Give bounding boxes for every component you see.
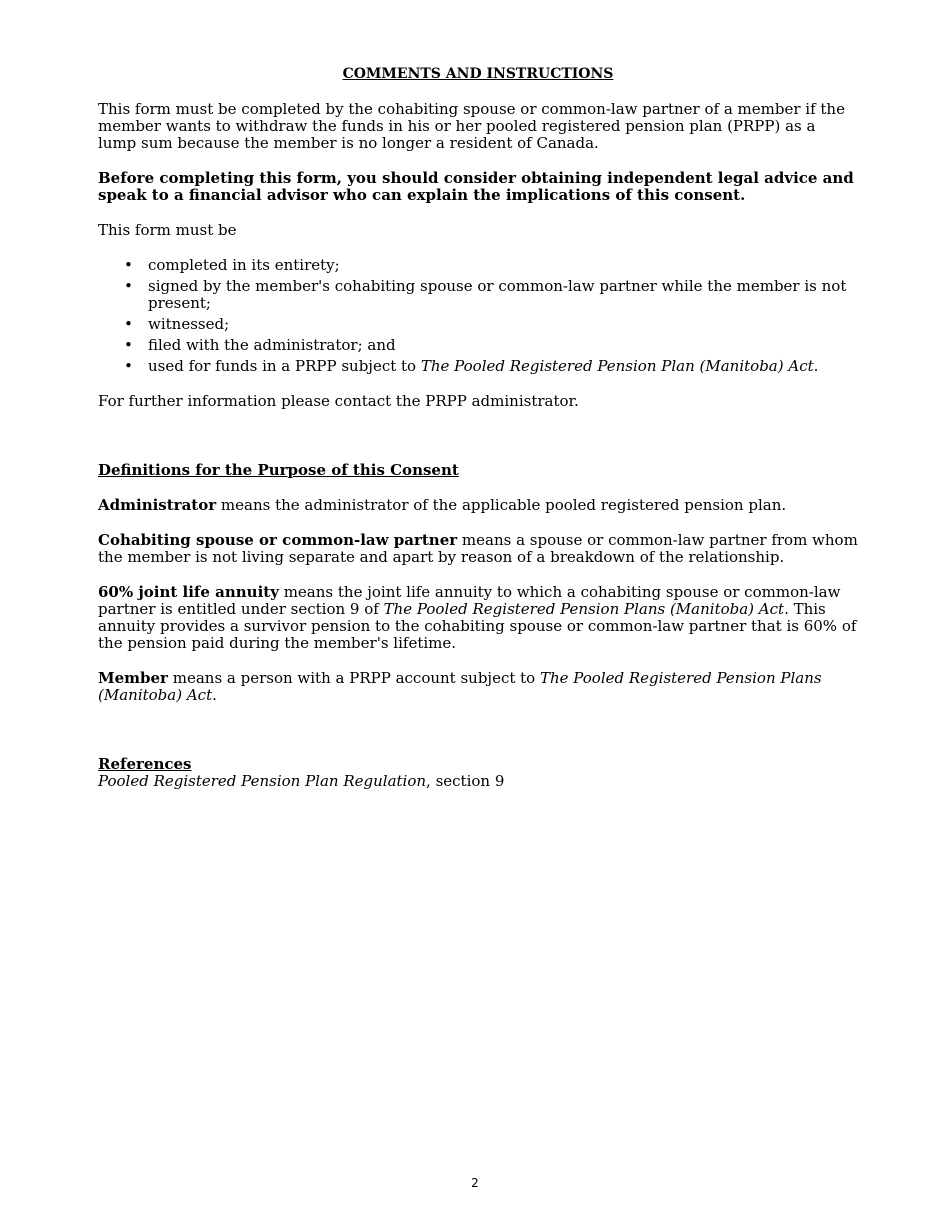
definition-administrator xyxy=(98,497,858,514)
definitions-heading: Definitions for the Purpose of this Consent xyxy=(98,461,459,479)
regulation-title: Pooled Registered Pension Plan Regulation xyxy=(98,772,427,790)
definition-term: Administrator xyxy=(98,496,217,514)
requirements-list xyxy=(98,257,858,375)
definition-term: Member xyxy=(98,669,168,687)
page-number: 2 xyxy=(471,1176,479,1190)
references-heading: References xyxy=(98,755,192,773)
must-be-intro: This form must be xyxy=(98,221,237,239)
further-info: For further information please contact the PRPP administrator. xyxy=(98,392,579,410)
page-title: COMMENTS AND INSTRUCTIONS xyxy=(342,66,614,82)
list-item-suffix: . xyxy=(813,357,819,375)
definition-text: means the administrator of the applicable pooled registered pension plan. xyxy=(216,496,787,514)
definition-text: means a person with a PRPP account subject to xyxy=(167,669,540,687)
list-item: • filed with the administrator; and xyxy=(98,337,858,354)
definition-text: . xyxy=(212,686,217,704)
definition-member xyxy=(98,670,858,704)
act-title: The Pooled Registered Pension Plans (Manitoba) Act xyxy=(383,600,785,618)
legal-advice-warning: Before completing this form, you should consider obtaining independent legal advice and speak to a financial advisor who can explain the implications of this consent. xyxy=(98,169,854,204)
definition-text: means the joint life annuity to which a cohabiting spouse or common-law partner is entitled under section 9 of xyxy=(98,583,841,618)
definition-cohabiting xyxy=(98,532,858,566)
act-title: The Pooled Registered Pension Plan (Manitoba) Act xyxy=(420,357,814,375)
definition-term: Cohabiting spouse or common-law partner xyxy=(98,531,458,549)
reference-item xyxy=(98,773,858,790)
definition-annuity xyxy=(98,584,858,652)
list-item: • signed by the member's cohabiting spouse or common-law partner while the member is not present; xyxy=(98,278,858,312)
definition-text: means a spouse or common-law partner from whom the member is not living separate and apart by reason of a breakdown of the relationship. xyxy=(98,531,858,566)
intro-paragraph: This form must be completed by the cohabiting spouse or common-law partner of a member if the member wants to withdraw the funds in his or her pooled registered pension plan (PRPP) as a lump sum because the member is no longer a resident of Canada. xyxy=(98,100,845,152)
act-title: The Pooled Registered Pension Plans (Manitoba) Act xyxy=(98,669,822,704)
reference-section: , section 9 xyxy=(426,772,505,790)
list-item xyxy=(98,358,858,375)
document-page xyxy=(98,66,858,790)
definition-text: . This annuity provides a survivor pension to the cohabiting spouse or common-law partner that is 60% of the pension paid during the member's lifetime. xyxy=(98,600,857,652)
definition-term: 60% joint life annuity xyxy=(98,583,279,601)
list-item: • witnessed; xyxy=(98,316,858,333)
list-item: • completed in its entirety; xyxy=(98,257,858,274)
list-item-prefix: used for funds in a PRPP subject to xyxy=(148,357,421,375)
